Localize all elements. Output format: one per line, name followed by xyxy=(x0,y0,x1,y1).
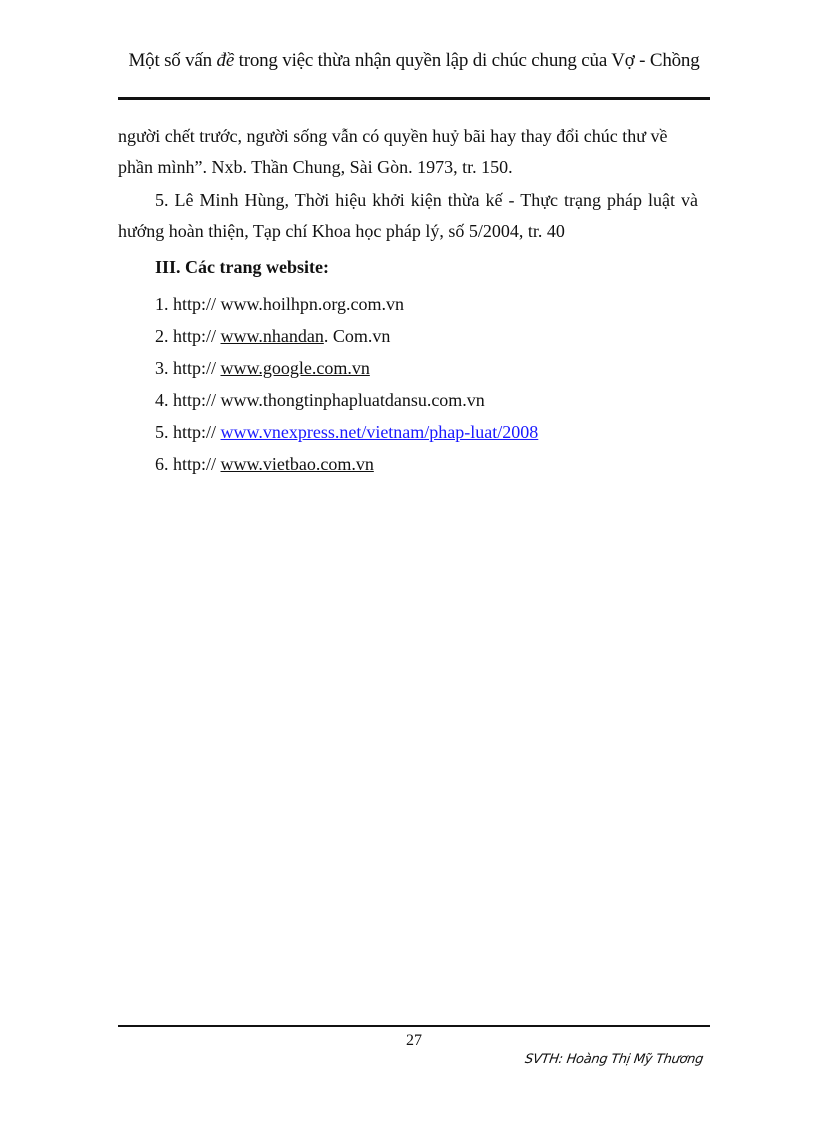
website-prefix: 6. http:// xyxy=(155,454,221,474)
website-prefix: 5. http:// xyxy=(155,422,221,442)
websites-heading: III. Các trang website: xyxy=(155,257,329,277)
website-link[interactable]: www.vietbao.com.vn xyxy=(220,454,374,474)
continuation-line-1: người chết trước, người sống vẫn có quyền huỷ bãi hay thay đổi chúc thư về xyxy=(118,126,668,146)
reference-5-block xyxy=(118,185,698,247)
continuation-line-2: phần mình”. Nxb. Thần Chung, Sài Gòn. 1973, tr. 150. xyxy=(118,157,513,177)
website-suffix: . Com.vn xyxy=(323,326,391,346)
footer-rule xyxy=(118,1025,710,1027)
header-title-part1: Một số vấn xyxy=(128,50,217,71)
website-url: www.hoilhpn.org.com.vn xyxy=(220,294,405,314)
author-signature: SVTH: Hoàng Thị Mỹ Thương xyxy=(523,1052,705,1067)
header-title-part2: trong việc thừa nhận quyền lập di chúc chung của Vợ - Chồng xyxy=(234,50,700,71)
header-rule xyxy=(118,97,710,100)
website-item-1 xyxy=(155,288,538,320)
page-header xyxy=(118,50,710,72)
website-prefix: 1. http:// xyxy=(155,294,221,314)
website-prefix: 3. http:// xyxy=(155,358,221,378)
website-list xyxy=(155,288,538,480)
website-item-2 xyxy=(155,320,538,352)
website-hyperlink[interactable]: www.vnexpress.net/vietnam/phap-luat/2008 xyxy=(220,422,539,442)
website-link[interactable]: www.google.com.vn xyxy=(220,358,370,378)
reference-5: 5. Lê Minh Hùng, Thời hiệu khởi kiện thừa kế - Thực trạng pháp luật và hướng hoàn thiện, Tạp chí Khoa học pháp lý, số 5/2004, tr. 40 xyxy=(118,190,698,241)
header-title-italic: đề xyxy=(216,50,235,71)
website-item-4 xyxy=(155,384,538,416)
page-number: 27 xyxy=(406,1032,422,1049)
website-prefix: 2. http:// xyxy=(155,326,221,346)
website-url: www.thongtinphapluatdansu.com.vn xyxy=(220,390,485,410)
website-item-5 xyxy=(155,416,538,448)
reference-continuation xyxy=(118,121,698,183)
website-link[interactable]: www.nhandan xyxy=(220,326,324,346)
website-item-6 xyxy=(155,448,538,480)
website-prefix: 4. http:// xyxy=(155,390,221,410)
website-item-3 xyxy=(155,352,538,384)
